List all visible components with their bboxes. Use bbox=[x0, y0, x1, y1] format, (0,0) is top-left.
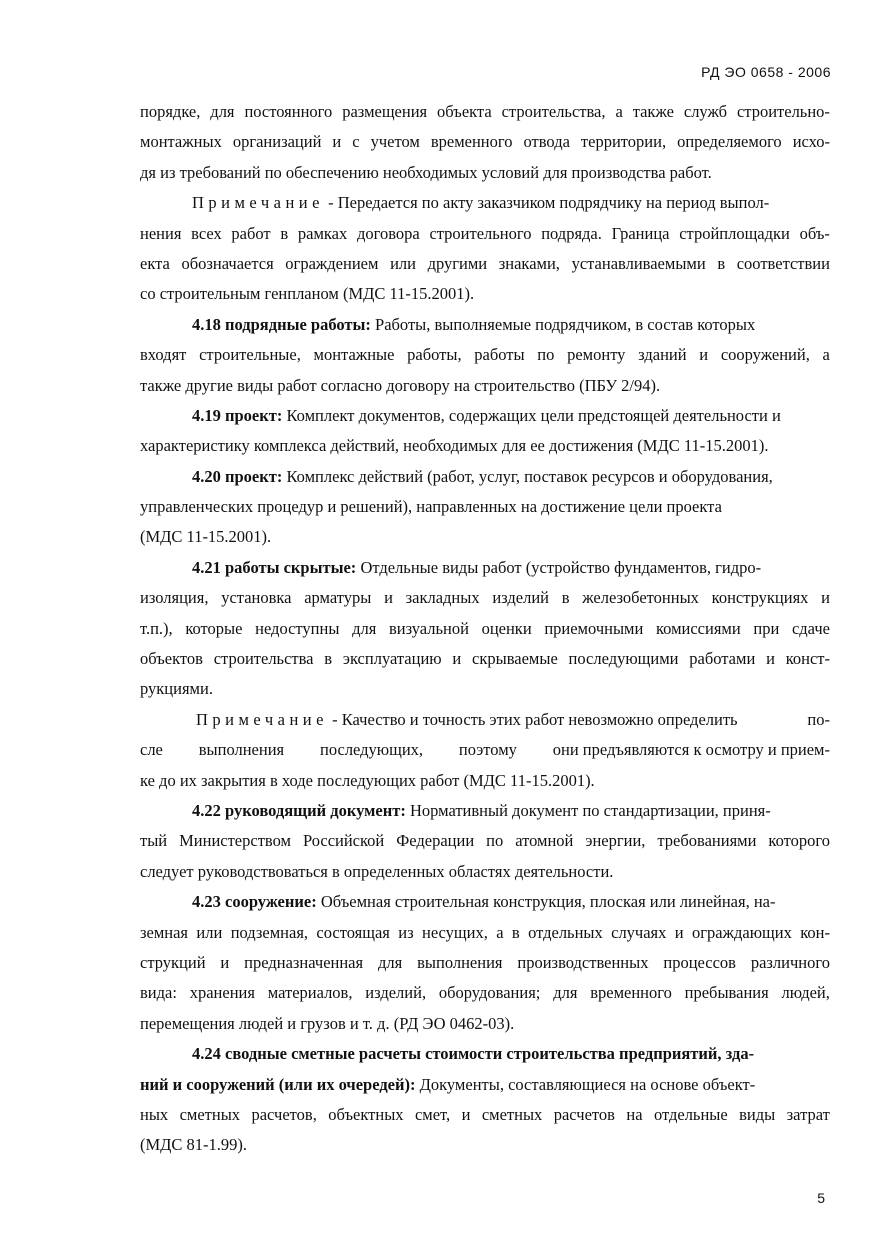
word: по bbox=[486, 831, 504, 851]
term-line bbox=[140, 462, 830, 492]
term-line bbox=[140, 553, 830, 583]
word: определяемого bbox=[677, 132, 782, 152]
word: приемочными bbox=[544, 618, 644, 638]
term-label: 4.24 сводные сметные расчеты стоимости строительства предприятий, зда- bbox=[192, 1044, 755, 1064]
word: отдельные bbox=[653, 1104, 728, 1124]
term-line bbox=[140, 310, 830, 340]
word: пребывания bbox=[684, 983, 769, 1003]
word: и bbox=[461, 1104, 471, 1124]
word: процессов bbox=[663, 952, 736, 972]
word: объектов bbox=[140, 649, 203, 669]
word: и bbox=[766, 649, 775, 669]
text-line bbox=[140, 918, 830, 948]
word: ограждением bbox=[285, 253, 379, 273]
word: для bbox=[378, 952, 403, 972]
text-line bbox=[140, 127, 830, 157]
word: объекта bbox=[437, 102, 492, 121]
word: строительного bbox=[429, 223, 532, 243]
word: оборудования; bbox=[438, 983, 541, 1003]
word: Российской bbox=[302, 831, 385, 851]
word: изоляция, bbox=[140, 588, 209, 608]
word: затрат bbox=[786, 1104, 830, 1124]
word: т.п.), bbox=[140, 618, 173, 638]
text-line: характеристику комплекса действий, необходимых для ее достижения (МДС 11-15.2001). bbox=[140, 436, 769, 456]
word: для bbox=[352, 618, 377, 638]
term-label: 4.21 работы скрытые: bbox=[192, 557, 357, 577]
word: подземная, bbox=[230, 922, 309, 942]
word: состоящая bbox=[316, 922, 390, 942]
text-line bbox=[140, 340, 830, 370]
note-label: Примечание bbox=[192, 193, 324, 213]
word: отдельных bbox=[528, 922, 603, 942]
word: монтажные bbox=[313, 345, 395, 365]
term-label: 4.20 проект: bbox=[192, 466, 283, 486]
term-label: 4.22 руководящий документ: bbox=[192, 800, 406, 820]
word: всех bbox=[191, 223, 222, 243]
word: а bbox=[615, 102, 623, 121]
word: которого bbox=[768, 831, 830, 851]
text-line: также другие виды работ согласно договору на строительство (ПБУ 2/94). bbox=[140, 375, 661, 395]
word: а bbox=[822, 345, 830, 365]
text-line bbox=[140, 826, 830, 856]
word: отвода bbox=[523, 132, 570, 152]
word: которые bbox=[185, 618, 243, 638]
word: исхо- bbox=[792, 132, 830, 152]
word: Министерством bbox=[179, 831, 291, 851]
word: конст- bbox=[785, 649, 830, 669]
term-label: ний и сооружений (или их очередей): bbox=[140, 1074, 416, 1094]
word: с bbox=[352, 132, 360, 152]
word: в bbox=[280, 223, 289, 243]
note-label: Примечание bbox=[196, 709, 328, 729]
word: кон- bbox=[800, 922, 830, 942]
note-text: - Качество и точность этих работ невозможно определить bbox=[332, 709, 738, 729]
text-line: дя из требований по обеспечению необходимых условий для производства работ. bbox=[140, 162, 712, 182]
word: или bbox=[196, 922, 223, 942]
term-label: 4.18 подрядные работы: bbox=[192, 314, 371, 334]
word: последующими bbox=[568, 649, 679, 669]
word: и bbox=[674, 922, 684, 942]
word: визуальной bbox=[388, 618, 469, 638]
word: входят bbox=[140, 345, 187, 365]
word: в bbox=[324, 649, 333, 669]
word: учетом bbox=[370, 132, 420, 152]
document-body bbox=[140, 97, 830, 1161]
word: они предъявляются к осмотру и прием- bbox=[552, 740, 830, 760]
text-line: (МДС 11-15.2001). bbox=[140, 527, 272, 547]
text-line bbox=[140, 583, 830, 613]
word: постоянного bbox=[244, 102, 333, 121]
word: строительные, bbox=[199, 345, 301, 365]
word: железобетонных bbox=[582, 588, 699, 608]
word: скрываемые bbox=[472, 649, 558, 669]
text-line: ке до их закрытия в ходе последующих работ (МДС 11-15.2001). bbox=[140, 770, 595, 790]
word: а bbox=[496, 922, 504, 942]
text-line bbox=[140, 1100, 830, 1130]
word: выполнения bbox=[198, 740, 285, 760]
word: выполнения bbox=[417, 952, 503, 972]
word: сметных bbox=[179, 1104, 241, 1124]
word: требованиями bbox=[657, 831, 757, 851]
word: договора bbox=[356, 223, 420, 243]
word: обозначается bbox=[181, 253, 274, 273]
term-definition: Работы, выполняемые подрядчиком, в состав которых bbox=[370, 314, 756, 334]
word: нения bbox=[140, 223, 182, 243]
text-line: управленческих процедур и решений), направленных на достижение цели проекта bbox=[140, 497, 722, 517]
term-definition: Нормативный документ по стандартизации, приня- bbox=[405, 800, 771, 820]
word: тый bbox=[140, 831, 168, 851]
text-line bbox=[140, 644, 830, 674]
term-line bbox=[140, 796, 830, 826]
word: сдаче bbox=[791, 618, 830, 638]
word: виды bbox=[739, 1104, 776, 1124]
word: и bbox=[220, 952, 230, 972]
word: различного bbox=[750, 952, 830, 972]
note-line bbox=[140, 705, 830, 735]
word: зданий bbox=[638, 345, 687, 365]
word: в bbox=[717, 253, 726, 273]
text-line bbox=[140, 97, 830, 127]
word: эксплуатацию bbox=[342, 649, 442, 669]
word: рамках bbox=[297, 223, 348, 243]
word: комиссиями bbox=[655, 618, 741, 638]
text-line bbox=[140, 249, 830, 279]
term-line bbox=[140, 401, 830, 431]
word: вида: bbox=[140, 983, 177, 1003]
word: материалов, bbox=[267, 983, 353, 1003]
word: соответствии bbox=[736, 253, 830, 273]
word: строительства, bbox=[501, 102, 606, 121]
word: екта bbox=[140, 253, 170, 273]
word: в bbox=[511, 922, 520, 942]
text-line: перемещения людей и грузов и т. д. (РД ЭО 0462-03). bbox=[140, 1013, 515, 1033]
page-number: 5 bbox=[817, 1190, 825, 1206]
word: энергии, bbox=[585, 831, 646, 851]
word: работы, bbox=[407, 345, 462, 365]
word: объ- bbox=[799, 223, 830, 243]
word: предназначенная bbox=[244, 952, 364, 972]
word: в bbox=[561, 588, 570, 608]
word: временного bbox=[430, 132, 513, 152]
word: знаками, bbox=[498, 253, 560, 273]
word: Граница bbox=[611, 223, 670, 243]
word: и bbox=[332, 132, 342, 152]
word: закладных bbox=[405, 588, 480, 608]
word: организаций bbox=[232, 132, 322, 152]
word: также bbox=[632, 102, 674, 121]
word: объектных bbox=[328, 1104, 404, 1124]
word: порядке, bbox=[140, 102, 201, 121]
word: последующих, bbox=[320, 740, 424, 760]
term-definition: Объемная строительная конструкция, плоская или линейная, на- bbox=[316, 892, 776, 912]
word: ных bbox=[140, 1104, 169, 1124]
word: из bbox=[398, 922, 414, 942]
word: ограждающих bbox=[692, 922, 792, 942]
term-label: 4.23 сооружение: bbox=[192, 892, 317, 912]
term-label: 4.19 проект: bbox=[192, 405, 283, 425]
word: поэтому bbox=[458, 740, 517, 760]
word: хранения bbox=[189, 983, 255, 1003]
word: строительно- bbox=[736, 102, 830, 121]
note-text-end: по- bbox=[807, 709, 830, 729]
document-code: РД ЭО 0658 - 2006 bbox=[701, 64, 831, 80]
word: смет, bbox=[414, 1104, 451, 1124]
word: устанавливаемыми bbox=[571, 253, 706, 273]
word: производственных bbox=[517, 952, 649, 972]
word: служб bbox=[683, 102, 728, 121]
word: арматуры bbox=[304, 588, 372, 608]
word: при bbox=[753, 618, 780, 638]
term-line bbox=[140, 1070, 830, 1100]
word: стройплощадки bbox=[679, 223, 790, 243]
word: атомной bbox=[515, 831, 574, 851]
word: работами bbox=[689, 649, 756, 669]
word: по bbox=[537, 345, 555, 365]
note-text: - Передается по акту заказчиком подрядчику на период выпол- bbox=[328, 193, 770, 213]
text-line: рукциями. bbox=[140, 679, 213, 699]
word: на bbox=[626, 1104, 643, 1124]
word: сметных bbox=[481, 1104, 543, 1124]
word: сооружений, bbox=[720, 345, 810, 365]
text-line: следует руководствоваться в определенных областях деятельности. bbox=[140, 861, 614, 881]
word: сле bbox=[140, 740, 163, 760]
text-line bbox=[140, 219, 830, 249]
word: и bbox=[821, 588, 830, 608]
word: расчетов, bbox=[251, 1104, 317, 1124]
word: установка bbox=[221, 588, 292, 608]
word: временного bbox=[590, 983, 672, 1003]
word: конструкциях bbox=[711, 588, 809, 608]
term-definition: Комплекс действий (работ, услуг, поставок ресурсов и оборудования, bbox=[282, 466, 773, 486]
term-definition: Отдельные виды работ (устройство фундаментов, гидро- bbox=[356, 557, 762, 577]
term-definition: Комплект документов, содержащих цели предстоящей деятельности и bbox=[282, 405, 781, 425]
word: и bbox=[384, 588, 393, 608]
word: оценки bbox=[481, 618, 532, 638]
word: для bbox=[553, 983, 578, 1003]
word: или bbox=[390, 253, 416, 273]
word: ремонту bbox=[567, 345, 626, 365]
word: людей, bbox=[781, 983, 830, 1003]
word: другими bbox=[427, 253, 488, 273]
word: монтажных bbox=[140, 132, 222, 152]
text-line bbox=[140, 978, 830, 1008]
word: размещения bbox=[342, 102, 428, 121]
word: и bbox=[699, 345, 709, 365]
word: подряда. bbox=[541, 223, 602, 243]
word: для bbox=[210, 102, 235, 121]
word: и bbox=[452, 649, 462, 669]
term-line bbox=[140, 1039, 830, 1069]
word: изделий, bbox=[365, 983, 427, 1003]
word: случаях bbox=[611, 922, 667, 942]
text-line: (МДС 81-1.99). bbox=[140, 1135, 248, 1155]
text-line bbox=[140, 614, 830, 644]
word: территории, bbox=[580, 132, 667, 152]
word: несущих, bbox=[421, 922, 488, 942]
word: работы bbox=[474, 345, 525, 365]
word: земная bbox=[140, 922, 189, 942]
text-line bbox=[140, 948, 830, 978]
term-definition: Документы, составляющиеся на основе объект- bbox=[415, 1074, 756, 1094]
note-line bbox=[140, 188, 830, 218]
word: Федерации bbox=[396, 831, 475, 851]
text-line bbox=[140, 735, 830, 765]
term-line bbox=[140, 887, 830, 917]
word: струкций bbox=[140, 952, 206, 972]
word: изделий bbox=[492, 588, 549, 608]
word: работ bbox=[231, 223, 271, 243]
word: расчетов bbox=[553, 1104, 615, 1124]
text-line: со строительным генпланом (МДС 11-15.2001). bbox=[140, 284, 475, 304]
word: недоступны bbox=[255, 618, 340, 638]
word: строительства bbox=[213, 649, 314, 669]
